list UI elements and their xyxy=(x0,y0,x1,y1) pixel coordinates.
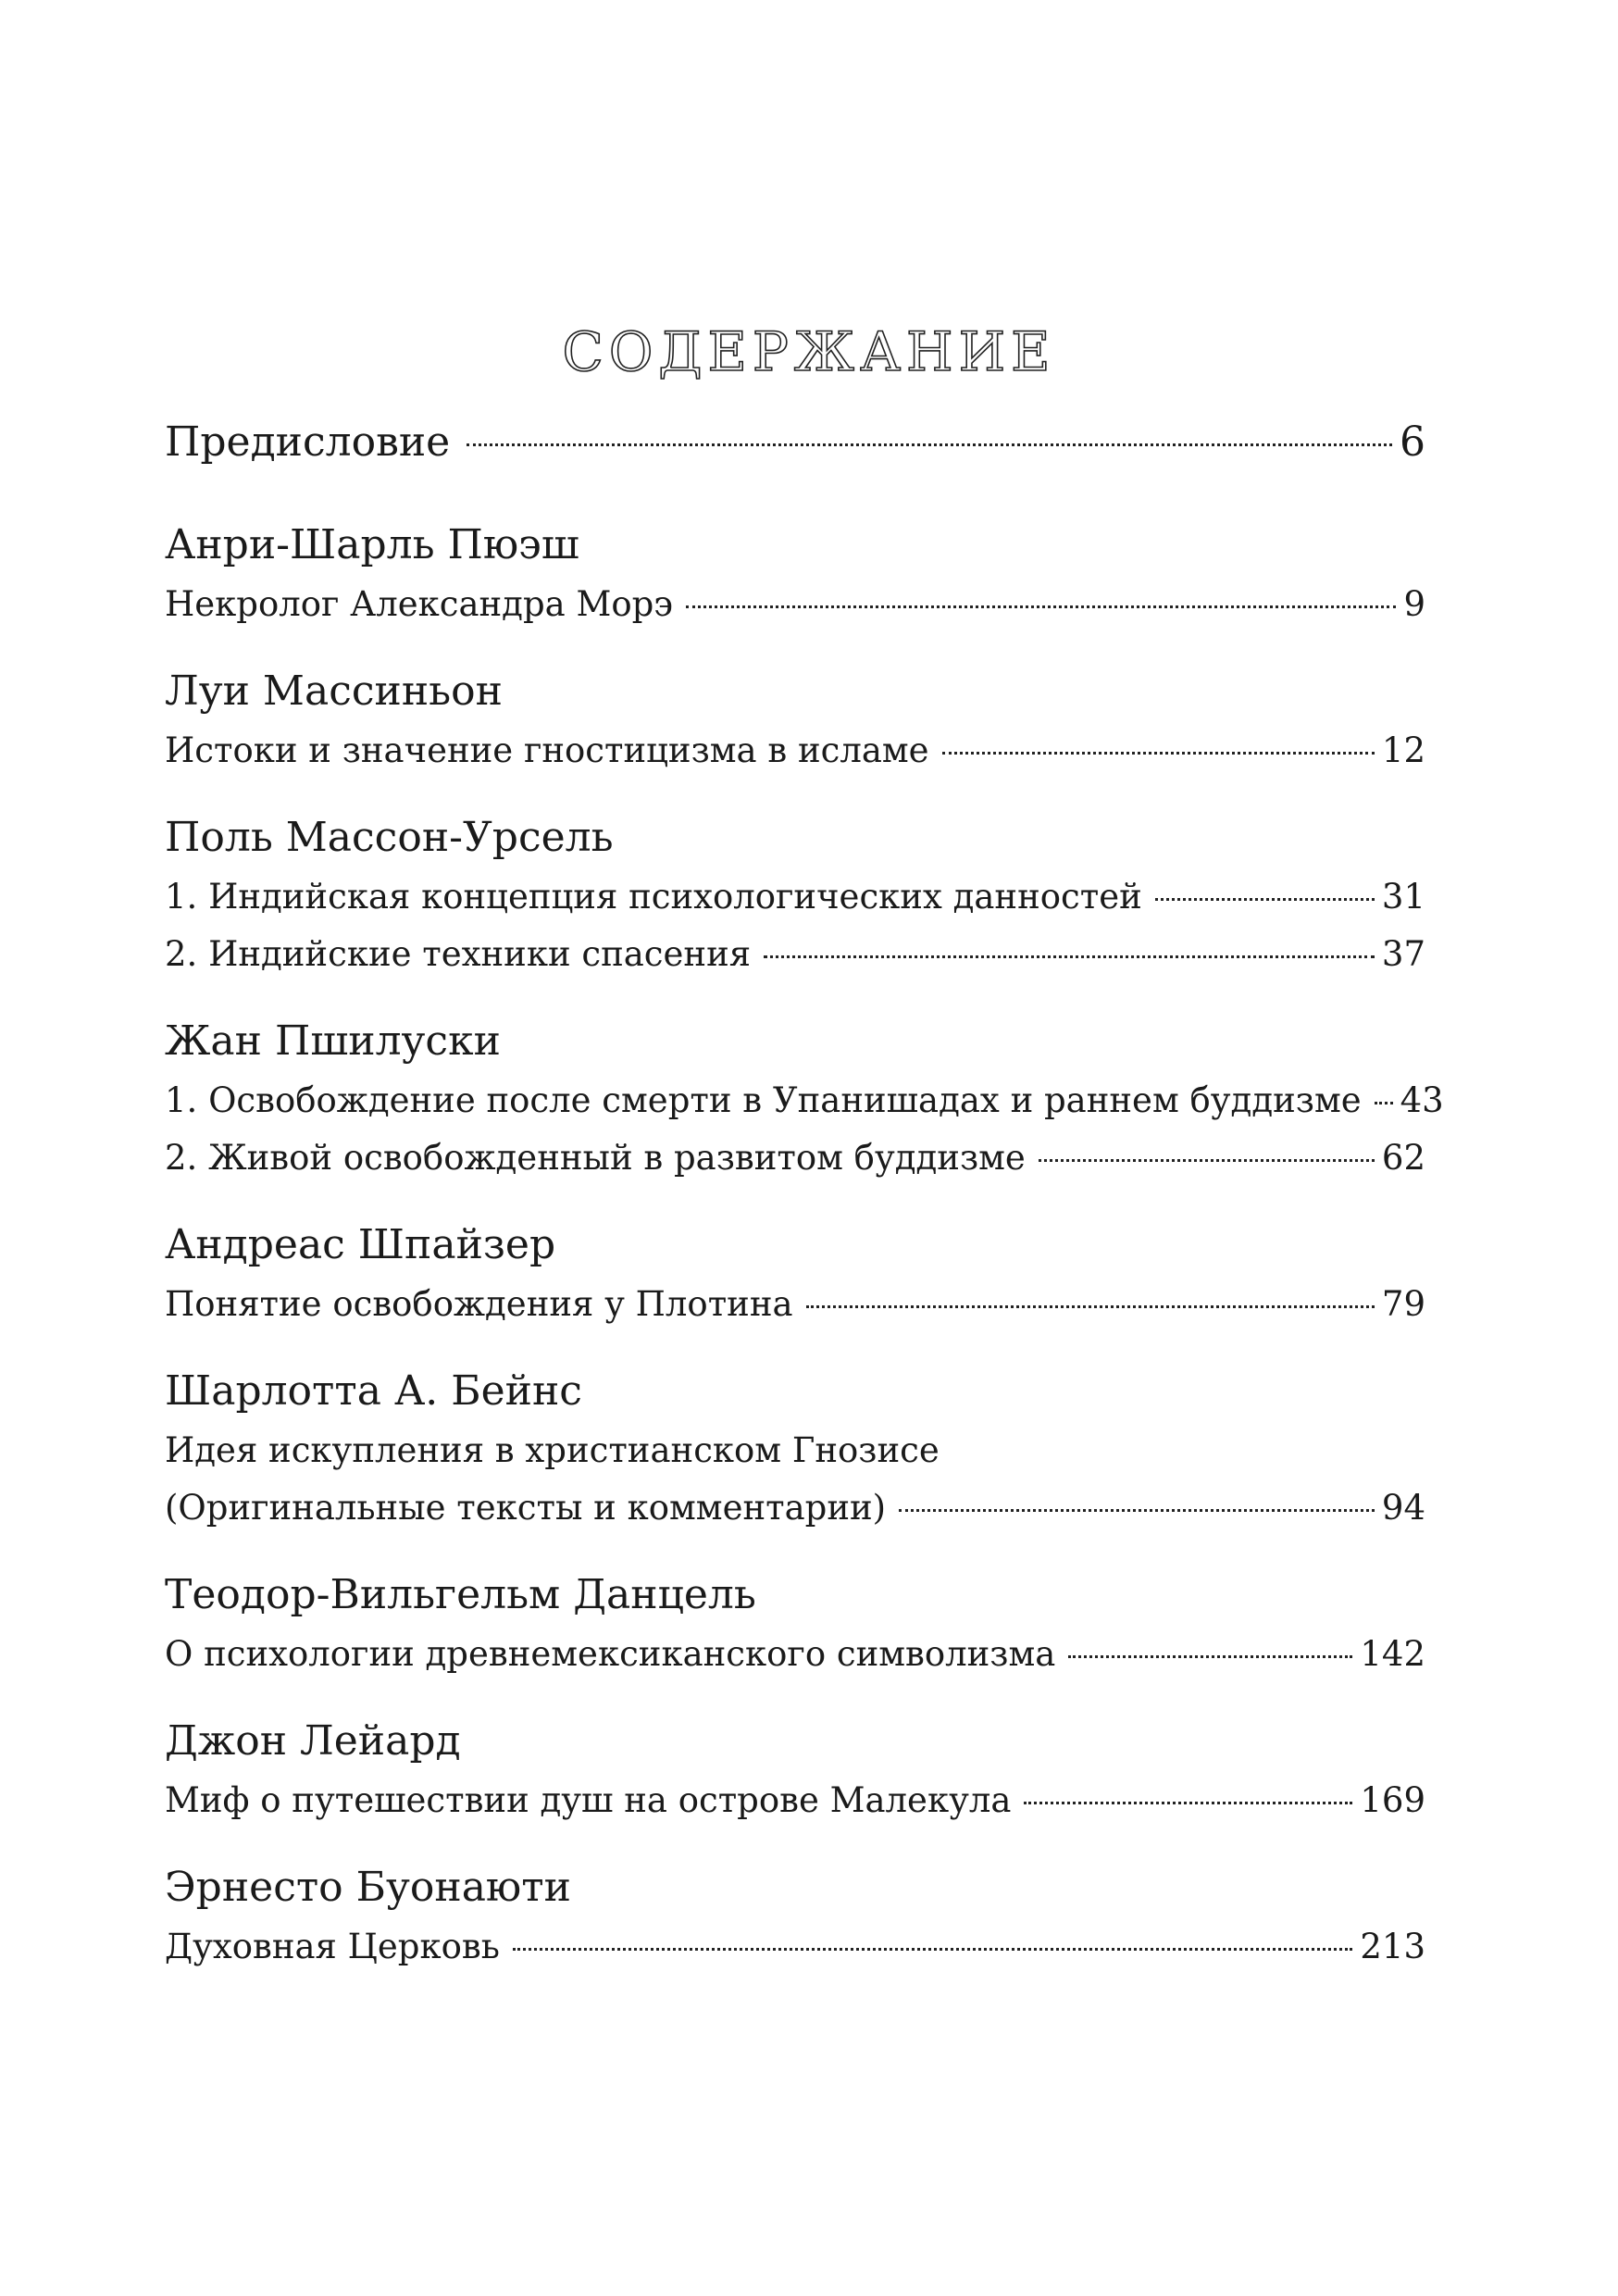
toc-page-number: 142 xyxy=(1360,1634,1425,1674)
dot-leader xyxy=(686,605,1396,608)
dot-leader xyxy=(1155,898,1375,901)
toc-page-number: 37 xyxy=(1381,934,1425,974)
toc-entry-title: 1. Освобождение после смерти в Упанишадах и раннем буддизме xyxy=(165,1080,1362,1120)
toc-page-number: 79 xyxy=(1381,1284,1425,1324)
toc-author: Джон Лейард xyxy=(165,1717,461,1765)
toc-entry-title: 2. Живой освобожденный в развитом буддизме xyxy=(165,1138,1026,1178)
toc-entry-title: Некролог Александра Морэ xyxy=(165,584,674,624)
dot-leader xyxy=(764,955,1375,958)
toc-group xyxy=(165,1011,1444,1187)
toc-group xyxy=(165,1857,1425,1976)
toc-entry[interactable] xyxy=(165,1072,1444,1129)
toc-page-number: 31 xyxy=(1381,877,1425,917)
dot-leader xyxy=(899,1509,1375,1512)
toc-entry-title-line[interactable]: Идея искупления в христианском Гнозисе xyxy=(165,1430,940,1470)
page-title: СОДЕРЖАНИЕ xyxy=(562,319,1056,383)
toc-entry[interactable] xyxy=(165,868,1425,926)
toc-page-number: 43 xyxy=(1400,1080,1444,1120)
toc-entry[interactable] xyxy=(165,1129,1425,1187)
dot-leader xyxy=(1024,1802,1352,1804)
toc-entry-title: О психологии древнемексиканского символизма xyxy=(165,1634,1056,1674)
toc-entry[interactable] xyxy=(165,576,1425,633)
toc-entry[interactable] xyxy=(165,1772,1425,1829)
toc-entry[interactable] xyxy=(165,1479,1425,1537)
toc-entry[interactable] xyxy=(165,1918,1425,1976)
table-of-contents xyxy=(165,398,1444,1987)
toc-entry[interactable] xyxy=(165,926,1425,983)
dot-leader xyxy=(467,443,1392,446)
toc-page-number: 9 xyxy=(1403,584,1425,624)
dot-leader xyxy=(513,1948,1353,1951)
toc-author: Жан Пшилуски xyxy=(165,1017,501,1065)
toc-author: Анри-Шарль Пюэш xyxy=(165,521,579,568)
toc-page-number: 12 xyxy=(1381,730,1425,770)
dot-leader xyxy=(1068,1655,1352,1658)
dot-leader xyxy=(1375,1102,1393,1104)
toc-author: Луи Массиньон xyxy=(165,668,503,715)
toc-group xyxy=(165,1711,1425,1829)
toc-group xyxy=(165,515,1425,633)
toc-group xyxy=(165,661,1425,780)
toc-entry-preface[interactable] xyxy=(165,398,1425,487)
toc-author: Теодор-Вильгельм Данцель xyxy=(165,1571,756,1618)
toc-entry[interactable] xyxy=(165,1626,1425,1683)
dot-leader xyxy=(806,1305,1375,1308)
toc-author: Поль Массон-Урсель xyxy=(165,814,614,861)
toc-group xyxy=(165,1361,1425,1537)
toc-group xyxy=(165,807,1425,983)
toc-entry[interactable] xyxy=(165,1276,1425,1333)
toc-page-number: 213 xyxy=(1360,1927,1425,1966)
toc-page-number: 62 xyxy=(1381,1138,1425,1178)
toc-entry-title: Истоки и значение гностицизма в исламе xyxy=(165,730,929,770)
toc-group xyxy=(165,1215,1425,1333)
toc-author: Эрнесто Буонаюти xyxy=(165,1864,571,1911)
toc-entry-title: Духовная Церковь xyxy=(165,1927,500,1966)
toc-page-number: 94 xyxy=(1381,1488,1425,1528)
dot-leader xyxy=(1039,1159,1375,1162)
toc-entry-title: 2. Индийские техники спасения xyxy=(165,934,752,974)
dot-leader xyxy=(942,752,1375,755)
toc-author: Шарлотта А. Бейнс xyxy=(165,1367,582,1415)
toc-entry-title: Понятие освобождения у Плотина xyxy=(165,1284,793,1324)
toc-page-number: 6 xyxy=(1400,418,1425,466)
toc-entry-title: Миф о путешествии душ на острове Малекула xyxy=(165,1780,1012,1820)
toc-entry[interactable] xyxy=(165,722,1425,780)
toc-group xyxy=(165,1565,1425,1683)
toc-entry-title: (Оригинальные тексты и комментарии) xyxy=(165,1488,887,1528)
toc-page-number: 169 xyxy=(1360,1780,1425,1820)
toc-author: Андреас Шпайзер xyxy=(165,1221,556,1268)
toc-entry-title: Предисловие xyxy=(165,418,451,466)
toc-entry-title: 1. Индийская концепция психологических данностей xyxy=(165,877,1142,917)
